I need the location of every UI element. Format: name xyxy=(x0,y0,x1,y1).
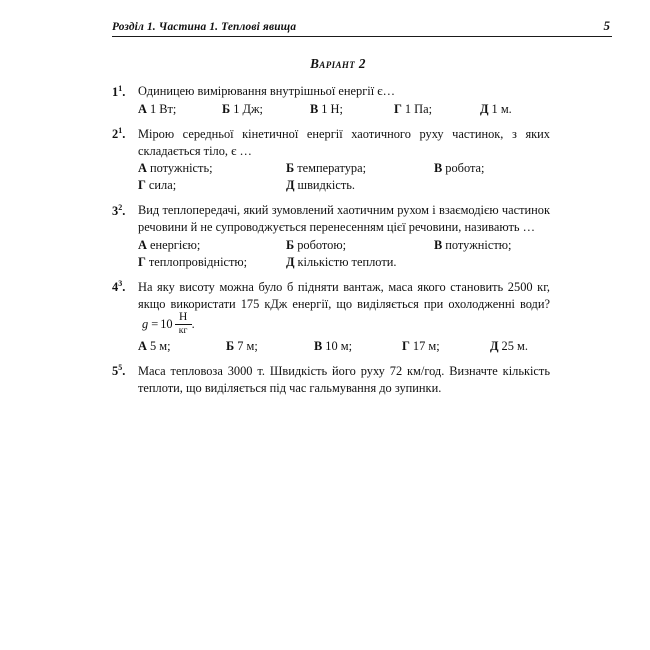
option-text: 1 м. xyxy=(491,101,512,116)
task-item xyxy=(112,83,550,118)
task-item xyxy=(112,363,550,397)
task-number: $4^3$. xyxy=(112,279,126,295)
task-number: $3^2$. xyxy=(112,202,126,218)
task-level-superscript: 5 xyxy=(118,363,123,373)
option-text: потужністю; xyxy=(445,237,512,252)
answer-options-row xyxy=(138,160,550,177)
option-text: потужність; xyxy=(149,161,213,176)
running-head xyxy=(112,18,612,37)
option-text: 1 Па; xyxy=(404,101,433,116)
task-body xyxy=(138,363,550,397)
task-number-value: 2 xyxy=(112,127,119,142)
fraction-numerator: Н xyxy=(178,310,188,323)
option-letter: В xyxy=(434,237,443,252)
task-number-value: 4 xyxy=(112,280,119,295)
option-text: сила; xyxy=(148,178,177,193)
option-letter: Д xyxy=(286,178,295,193)
option-letter: Д xyxy=(286,254,295,269)
option-text: енергією; xyxy=(149,237,201,252)
option-text: кількістю теплоти. xyxy=(297,254,397,269)
option-text: теплопровідністю; xyxy=(148,254,248,269)
option-letter: В xyxy=(314,338,323,353)
task-number: $2^1$. xyxy=(112,126,126,142)
answer-option[interactable] xyxy=(434,160,485,177)
task-stem: Одиницею вимірювання внутрішньої енергії є… xyxy=(138,84,395,98)
answer-option[interactable] xyxy=(434,237,511,254)
task-number-value: 3 xyxy=(112,203,119,218)
answer-option[interactable] xyxy=(222,101,310,118)
task-item xyxy=(112,202,550,271)
option-letter: Д xyxy=(490,338,499,353)
answer-option[interactable] xyxy=(138,254,286,271)
option-letter: Б xyxy=(222,101,231,116)
option-letter: Б xyxy=(226,338,235,353)
running-head-title: Розділ 1. Частина 1. Теплові явища xyxy=(112,21,297,33)
task-number: $1^1$. xyxy=(112,83,126,99)
answer-options-row xyxy=(138,177,550,194)
page-number: 5 xyxy=(603,18,610,33)
answer-option[interactable] xyxy=(286,254,396,271)
answer-option[interactable] xyxy=(138,237,286,254)
task-level-superscript: 3 xyxy=(118,279,123,289)
answer-options xyxy=(138,101,550,118)
option-text: 10 м; xyxy=(325,338,353,353)
task-number-value: 1 xyxy=(112,84,119,99)
formula-trailing-period: . xyxy=(191,317,195,332)
answer-option[interactable] xyxy=(286,237,434,254)
option-letter: Г xyxy=(138,254,146,269)
option-letter: В xyxy=(310,101,319,116)
task-number: $5^5$. xyxy=(112,363,126,379)
option-letter: А xyxy=(138,237,147,252)
task-body xyxy=(138,202,550,271)
answer-option[interactable] xyxy=(138,160,286,177)
task-body xyxy=(138,279,550,355)
formula-equals: = xyxy=(151,317,159,332)
option-text: швидкість. xyxy=(297,178,355,193)
formula-variable: g xyxy=(142,317,149,332)
answer-option[interactable] xyxy=(394,101,480,118)
answer-option[interactable] xyxy=(402,338,490,355)
gravity-formula xyxy=(142,310,195,337)
option-letter: А xyxy=(138,101,147,116)
answer-option[interactable] xyxy=(286,160,434,177)
option-letter: Б xyxy=(286,161,295,176)
formula-value: 10 xyxy=(160,317,173,332)
option-letter: В xyxy=(434,161,443,176)
answer-option[interactable] xyxy=(314,338,402,355)
option-text: 5 м; xyxy=(149,338,171,353)
formula-fraction xyxy=(175,312,192,336)
answer-options xyxy=(138,160,550,194)
option-text: 1 Вт; xyxy=(149,101,177,116)
task-item xyxy=(112,126,550,195)
option-text: 25 м. xyxy=(501,338,528,353)
answer-options-row xyxy=(138,338,550,355)
task-level-superscript: 1 xyxy=(118,126,123,136)
task-level-superscript: 1 xyxy=(118,83,123,93)
option-text: 1 Н; xyxy=(321,101,343,116)
task-body xyxy=(138,126,550,195)
option-text: температура; xyxy=(297,161,367,176)
answer-option[interactable] xyxy=(286,177,355,194)
answer-option[interactable] xyxy=(480,101,512,118)
task-stem: Мірою середньої кінетичної енергії хаотичного руху частинок, з яких складається тіло, є … xyxy=(138,126,550,158)
answer-option[interactable] xyxy=(138,101,222,118)
option-letter: Г xyxy=(394,101,402,116)
answer-option[interactable] xyxy=(138,177,286,194)
task-body xyxy=(138,83,550,118)
answer-option[interactable] xyxy=(310,101,394,118)
answer-options-row xyxy=(138,237,550,254)
task-stem: Маса тепловоза 3000 т. Швидкість його руху 72 км/год. Визначте кількість теплоти, що виділяється під час гальмування до зупинки. xyxy=(138,363,550,395)
option-text: 1 Дж; xyxy=(233,101,263,116)
option-text: 17 м; xyxy=(412,338,440,353)
answer-option[interactable] xyxy=(490,338,528,355)
task-number-value: 5 xyxy=(112,364,119,379)
option-letter: Г xyxy=(402,338,410,353)
option-text: 7 м; xyxy=(237,338,258,353)
option-letter: А xyxy=(138,161,147,176)
answer-options xyxy=(138,237,550,271)
answer-options-row xyxy=(138,254,550,271)
option-letter: Г xyxy=(138,178,146,193)
answer-options xyxy=(138,338,550,355)
task-list xyxy=(112,83,550,396)
fraction-denominator: кг xyxy=(178,325,188,337)
answer-options-row xyxy=(138,101,550,118)
option-text: робота; xyxy=(445,161,485,176)
task-stem-text: На яку висоту можна було б підняти вантаж, маса якого становить 2500 кг, якщо використати 175 кДж енергії, що виділяється при охолодженні води? xyxy=(138,279,550,311)
answer-option[interactable] xyxy=(138,338,226,355)
option-letter: А xyxy=(138,338,147,353)
option-text: роботою; xyxy=(297,237,347,252)
option-letter: Б xyxy=(286,237,295,252)
task-stem xyxy=(138,279,550,337)
task-level-superscript: 2 xyxy=(118,202,123,212)
task-stem: Вид теплопередачі, який зумовлений хаотичним рухом і взаємодією частинок речовини й не супроводжується перенесенням цієї речовини, називають … xyxy=(138,203,550,235)
option-letter: Д xyxy=(480,101,489,116)
variant-title: Варіант 2 xyxy=(310,56,366,71)
answer-option[interactable] xyxy=(226,338,314,355)
task-item xyxy=(112,279,550,355)
